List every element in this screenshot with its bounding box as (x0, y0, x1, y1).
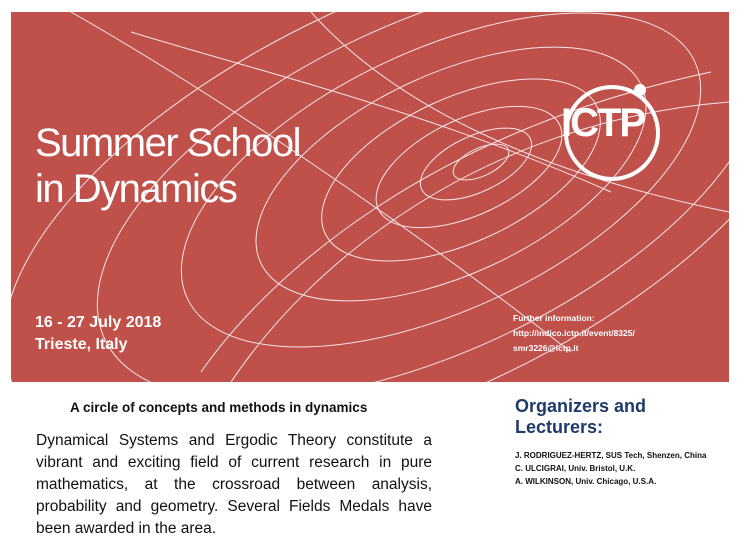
further-information (513, 311, 635, 356)
section-subtitle: A circle of concepts and methods in dynamics (70, 400, 368, 415)
event-location: Trieste, Italy (35, 336, 128, 353)
organizers-heading-line-1: Organizers and (515, 396, 647, 416)
info-label: Further information: (513, 313, 595, 323)
section-body-text: Dynamical Systems and Ergodic Theory constitute a vibrant and exciting field of current research in pure mathematics, at the crossroad between analysis, probability and geometry. Several Fields Medals have been awarded in the area. (36, 432, 432, 537)
organizer-item: J. RODRIGUEZ-HERTZ, SUS Tech, Shenzen, China (515, 451, 707, 460)
organizers-heading (515, 396, 646, 438)
organizer-item: A. WILKINSON, Univ. Chicago, U.S.A. (515, 477, 657, 486)
poster-banner (11, 12, 729, 382)
title-line-2: in Dynamics (35, 167, 237, 211)
event-dates-location (35, 312, 161, 356)
page-title (35, 120, 300, 212)
organizers-heading-line-2: Lecturers: (515, 417, 604, 437)
event-date: 16 - 27 July 2018 (35, 314, 162, 331)
organizer-item: C. ULCIGRAI, Univ. Bristol, U.K. (515, 464, 636, 473)
organizers-list (515, 449, 706, 488)
info-url-link[interactable]: http://indico.ictp.it/event/8325/ (513, 328, 635, 338)
title-line-1: Summer School (35, 121, 301, 165)
ictp-logo-text: ICTP (561, 101, 645, 145)
info-email-link[interactable]: smr3226@ictp.it (513, 343, 579, 353)
